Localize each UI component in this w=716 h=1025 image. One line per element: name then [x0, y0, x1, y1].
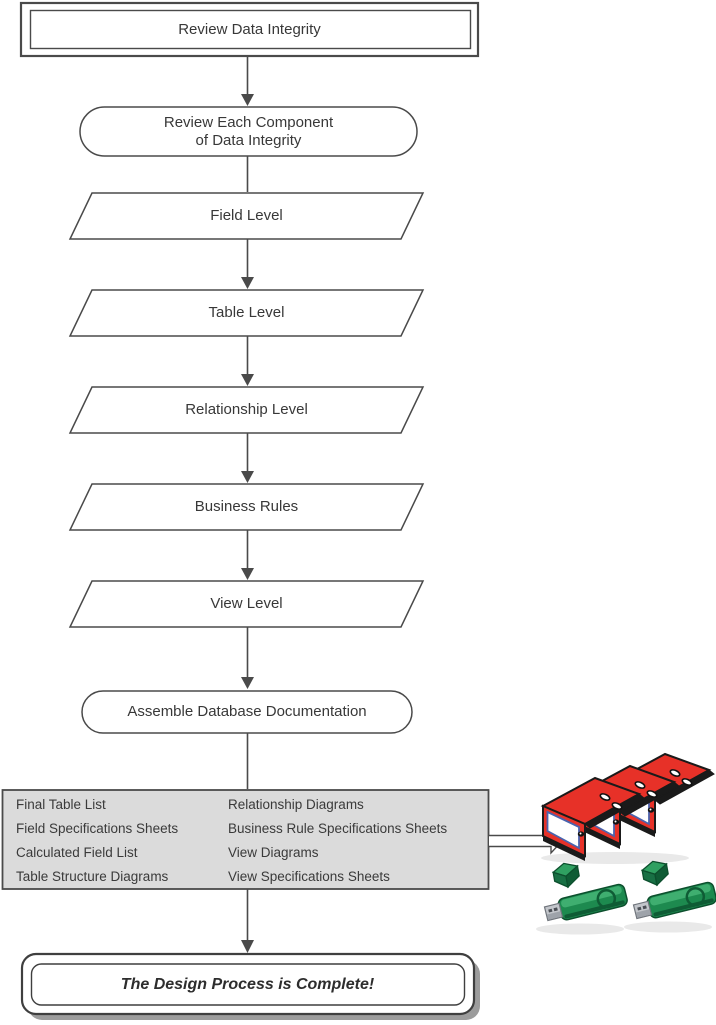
deliverable-item: Calculated Field List	[16, 844, 138, 860]
relationship-level-label: Relationship Level	[185, 401, 308, 418]
deliverable-item: Final Table List	[16, 797, 106, 813]
component-node-label-line2: of Data Integrity	[195, 131, 302, 149]
table-level-label: Table Level	[208, 304, 285, 321]
deliverable-item: View Specifications Sheets	[228, 868, 390, 884]
component-node-label	[80, 107, 417, 156]
complete-node-label: The Design Process is Complete!	[120, 975, 375, 993]
deliverable-item: Table Structure Diagrams	[16, 868, 169, 884]
deliverable-item: Relationship Diagrams	[228, 797, 364, 813]
view-level-label: View Level	[210, 595, 283, 612]
deliverables-right-column	[228, 793, 447, 888]
start-node-label: Review Data Integrity	[178, 20, 321, 38]
deliverables-left-column	[16, 793, 178, 888]
component-node-label-line1: Review Each Component	[163, 113, 334, 131]
business-rules-label: Business Rules	[194, 498, 299, 515]
assemble-node-label: Assemble Database Documentation	[127, 703, 367, 720]
red-ring-binders-illustration	[541, 754, 714, 864]
green-usb-flash-drives-illustration	[536, 859, 716, 934]
deliverable-item: Business Rule Specifications Sheets	[228, 821, 448, 837]
deliverable-item: View Diagrams	[228, 844, 319, 860]
deliverable-item: Field Specifications Sheets	[16, 821, 179, 837]
field-level-label: Field Level	[210, 207, 283, 224]
